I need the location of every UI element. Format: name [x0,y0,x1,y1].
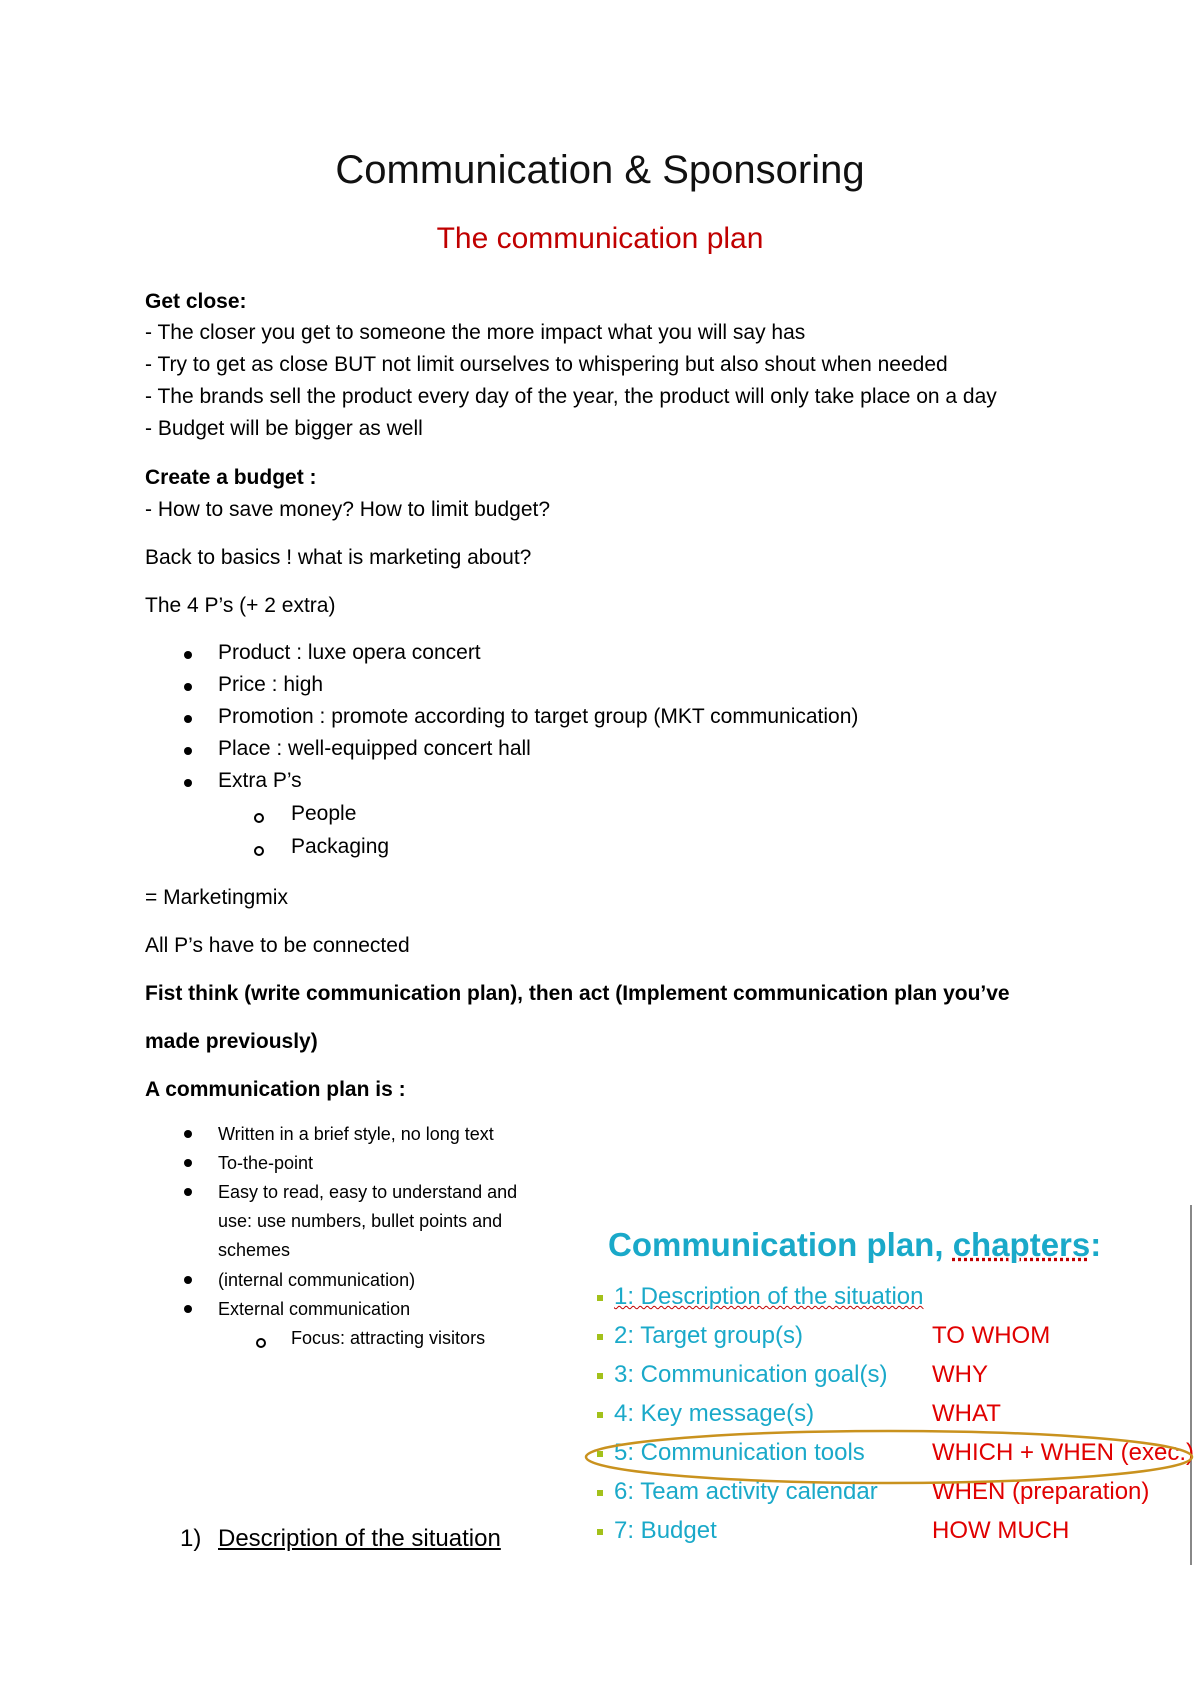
plan-is-item: To-the-point [218,1153,314,1173]
document-title: Communication & Sponsoring [335,148,865,192]
slide-edge-divider [1190,1205,1192,1565]
budget-heading: Create a budget : [145,466,317,489]
chapter-row: 1: Description of the situation [614,1283,924,1310]
plan-is-item-continued: schemes [218,1240,291,1260]
bullet-icon [184,651,192,659]
all-ps-connected: All P’s have to be connected [145,934,410,957]
get-close-line: - Try to get as close BUT not limit ourselves to whispering but also shout when needed [145,353,948,376]
get-close-line: - Budget will be bigger as well [145,417,423,440]
chapter-question: WHAT [932,1400,1001,1427]
chapter-question: WHEN (preparation) [932,1478,1150,1505]
chapter-question: WHY [932,1361,988,1388]
four-ps-item: Price : high [218,673,324,696]
sub-bullet-icon [254,813,264,823]
budget-line: - How to save money? How to limit budget? [145,498,551,521]
get-close-heading: Get close: [145,290,247,313]
chapter-question: WHICH + WHEN (exec.) [932,1439,1195,1466]
highlight-ellipse [580,1424,1198,1490]
chapter-question: TO WHOM [932,1322,1051,1349]
back-to-basics: Back to basics ! what is marketing about? [145,546,532,569]
square-bullet-icon [597,1373,603,1379]
bullet-icon [184,715,192,723]
square-bullet-icon [597,1295,603,1301]
four-ps-item: Extra P’s [218,769,302,792]
chapter-row: 2: Target group(s) [614,1322,803,1349]
square-bullet-icon [597,1412,603,1418]
marketingmix: = Marketingmix [145,886,288,909]
extra-p-item: Packaging [291,835,390,858]
four-ps-heading: The 4 P’s (+ 2 extra) [145,594,336,617]
plan-is-item-continued: use: use numbers, bullet points and [218,1211,503,1231]
chapter-row: 5: Communication tools [614,1439,865,1466]
chapter-row: 7: Budget [614,1517,717,1544]
section-heading: Description of the situation [218,1525,501,1552]
four-ps-item: Promotion : promote according to target group (MKT communication) [218,705,859,728]
chapter-row: 3: Communication goal(s) [614,1361,888,1388]
fist-think-line: made previously) [145,1030,318,1053]
chapter-row: 6: Team activity calendar [614,1478,878,1505]
plan-is-heading: A communication plan is : [145,1078,406,1101]
sub-bullet-icon [256,1338,266,1348]
plan-is-sub-item: Focus: attracting visitors [291,1328,486,1348]
square-bullet-icon [597,1334,603,1340]
bullet-icon [184,779,192,787]
highlight-ellipse-shape [586,1431,1195,1483]
square-bullet-icon [597,1490,603,1496]
bullet-icon [184,1188,192,1196]
get-close-line: - The closer you get to someone the more impact what you will say has [145,321,806,344]
extra-p-item: People [291,802,357,825]
four-ps-item: Product : luxe opera concert [218,641,481,664]
bullet-icon [184,1159,192,1167]
plan-is-item: Easy to read, easy to understand and [218,1182,518,1202]
plan-is-item: Written in a brief style, no long text [218,1124,494,1144]
plan-is-item: External communication [218,1299,411,1319]
plan-is-item: (internal communication) [218,1270,416,1290]
bullet-icon [184,1130,192,1138]
four-ps-item: Place : well-equipped concert hall [218,737,531,760]
bullet-icon [184,683,192,691]
square-bullet-icon [597,1529,603,1535]
chapters-title: Communication plan, chapters: [608,1226,1102,1263]
bullet-icon [184,1276,192,1284]
bullet-icon [184,1305,192,1313]
document-subtitle: The communication plan [436,222,764,255]
chapter-row: 4: Key message(s) [614,1400,815,1427]
section-number: 1) [180,1525,202,1552]
chapter-question: HOW MUCH [932,1517,1070,1544]
sub-bullet-icon [254,846,264,856]
bullet-icon [184,747,192,755]
get-close-line: - The brands sell the product every day of the year, the product will only take place on a day [145,385,997,408]
fist-think-line: Fist think (write communication plan), then act (Implement communication plan you’ve [145,982,1010,1005]
